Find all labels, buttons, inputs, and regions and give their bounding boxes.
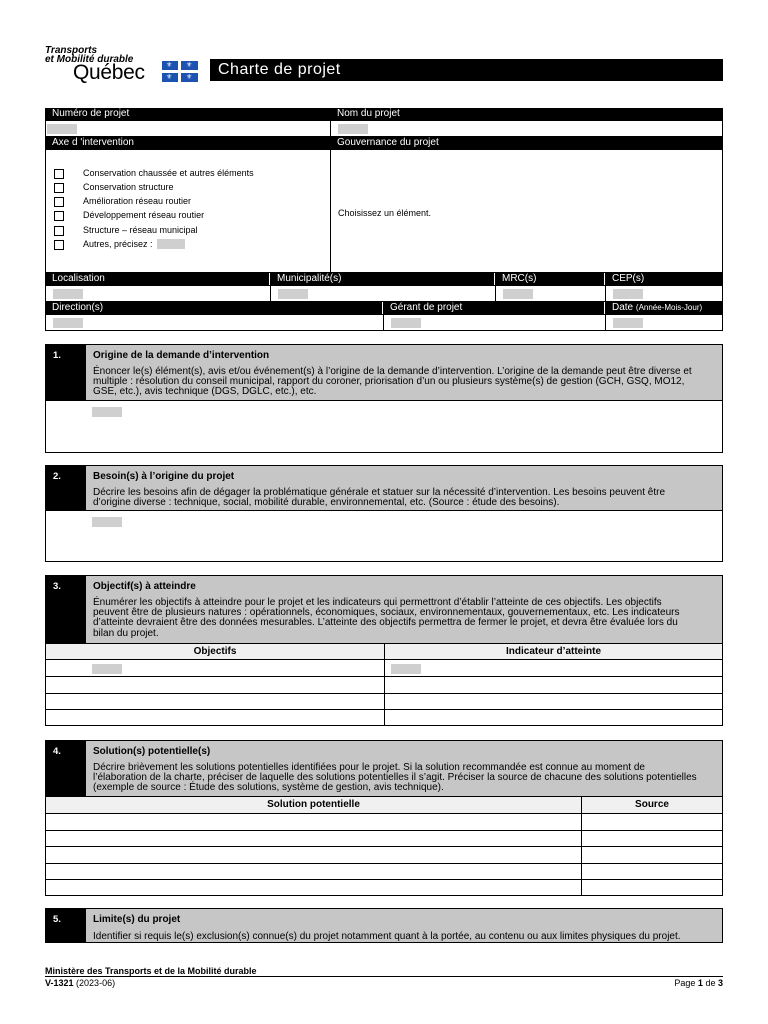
table-row <box>45 864 582 880</box>
nom-projet-label: Nom du projet <box>330 108 723 120</box>
table-row <box>581 864 723 880</box>
solution-column-header: Solution potentielle <box>45 796 582 814</box>
source-column-header: Source <box>581 796 723 814</box>
section-desc-line: Énumérer les objectifs à atteindre pour le projet et les indicateurs qui permettront d’établir l’atteinte de ces objectifs. Les objectifs <box>93 597 662 608</box>
logo-text-quebec: Québec <box>73 61 145 84</box>
date-label-bar <box>605 302 723 314</box>
table-row <box>45 880 582 896</box>
section-desc-line: bilan du projet. <box>93 627 159 639</box>
section-title: Origine de la demande d’intervention <box>93 350 270 361</box>
indicateur-field[interactable] <box>391 664 421 674</box>
section-5-header <box>86 908 723 943</box>
section-title: Limite(s) du projet <box>93 914 181 925</box>
localisation-field[interactable] <box>53 289 83 299</box>
nom-projet-field[interactable] <box>338 124 368 134</box>
cep-field[interactable] <box>613 289 643 299</box>
axe-checkbox-6[interactable] <box>54 240 64 250</box>
section-1-response <box>45 400 723 453</box>
section-number: 3. <box>45 575 86 643</box>
section-desc-line: multiple : résolution du conseil municipal, rapport du coroner, priorisation d’un ou plusieurs système(s) de gestion (GCH, GSQ, MO12, <box>93 376 685 388</box>
axe-checkbox-2[interactable] <box>54 183 64 193</box>
section-desc <box>93 763 718 794</box>
axe-option-label: Autres, précisez : <box>83 239 153 249</box>
date-hint: (Année-Mois-Jour) <box>635 303 703 312</box>
section-desc-line: l’élaboration de la charte, préciser de laquelle des solutions potentielles il s’agit. Préciser la source de chacune des solutions potentielles <box>93 772 697 784</box>
numero-projet-field[interactable] <box>47 124 77 134</box>
section-title: Objectif(s) à atteindre <box>93 581 196 592</box>
indicateur-column-header: Indicateur d’atteinte <box>384 643 723 660</box>
axe-option-label: Conservation chaussée et autres éléments <box>83 168 254 178</box>
form-date: (2023-06) <box>76 978 116 988</box>
localisation-label: Localisation <box>45 273 269 285</box>
table-row <box>45 677 385 694</box>
page-title: Charte de projet <box>210 59 723 81</box>
table-row <box>384 710 723 726</box>
section-desc <box>93 488 718 508</box>
section-desc <box>93 932 718 942</box>
axe-checkbox-5[interactable] <box>54 226 64 236</box>
section-number: 5. <box>45 908 86 943</box>
mrc-label: MRC(s) <box>495 273 604 285</box>
section-desc-line: (exemple de source : Étude des solutions, système de gestion, avis technique). <box>93 782 444 794</box>
page-word: Page <box>674 978 696 988</box>
logo-text-mobilite: et Mobilité durable <box>45 54 134 65</box>
section-desc-line: Énoncer le(s) élément(s), avis et/ou événement(s) à l’origine de la demande d’intervention. L’origine de la demande peut être diverse et <box>93 366 692 377</box>
section-desc-line: Décrire les besoins afin de dégager la problématique générale et statuer sur la nécessité d’intervention. Les besoins peuvent être <box>93 487 666 498</box>
section-desc-line: Identifier si requis le(s) exclusion(s) connue(s) du projet notamment quant à la portée, au contenu ou aux limites physiques du projet. <box>93 931 681 942</box>
date-field[interactable] <box>613 318 643 328</box>
section-title: Solution(s) potentielle(s) <box>93 746 211 757</box>
section-3-header <box>86 575 723 643</box>
table-row <box>581 814 723 831</box>
section-desc <box>93 598 718 639</box>
page-total: 3 <box>717 978 723 988</box>
footer-ministry: Ministère des Transports et de la Mobilité durable <box>45 966 257 976</box>
section-2-field[interactable] <box>92 517 122 527</box>
axe-checkbox-1[interactable] <box>54 169 64 179</box>
autres-precisez-field[interactable] <box>157 239 185 249</box>
quebec-flag-icon: ⚜ ⚜ ⚜ ⚜ <box>162 61 198 82</box>
table-row <box>45 831 582 847</box>
direction-cell <box>45 314 384 331</box>
section-desc-line: Décrire brièvement les solutions potentielles identifiées pour le projet. Si la solution recommandée est connue au moment de <box>93 762 645 773</box>
footer-page-number <box>674 978 723 988</box>
municipalite-field[interactable] <box>278 289 308 299</box>
form-code: V-1321 <box>45 978 74 988</box>
table-row <box>384 660 723 677</box>
objectifs-column-header: Objectifs <box>45 643 385 660</box>
section-desc-line: d’origine diverse : technique, social, mobilité durable, environnemental, etc. (Source : étude des besoins). <box>93 497 560 509</box>
axe-option-label: Développement réseau routier <box>83 210 205 220</box>
table-row <box>45 847 582 864</box>
section-2-response <box>45 510 723 562</box>
logo-text-transports: Transports <box>45 45 98 56</box>
table-row <box>384 694 723 710</box>
section-4-header <box>86 740 723 796</box>
gouvernance-dropdown[interactable]: Choisissez un élément. <box>338 208 432 218</box>
direction-label: Direction(s) <box>45 302 382 314</box>
section-1-header <box>86 344 723 401</box>
axe-option-label: Amélioration réseau routier <box>83 196 192 206</box>
section-desc <box>93 367 718 398</box>
numero-projet-cell <box>45 120 331 137</box>
table-row <box>45 814 582 831</box>
table-row <box>45 710 385 726</box>
mrc-field[interactable] <box>503 289 533 299</box>
table-row <box>581 831 723 847</box>
gerant-field[interactable] <box>391 318 421 328</box>
axe-option-label: Conservation structure <box>83 182 174 192</box>
gouvernance-label: Gouvernance du projet <box>330 137 723 149</box>
section-1-field[interactable] <box>92 407 122 417</box>
nom-projet-cell <box>330 120 723 137</box>
date-label: Date <box>612 302 634 313</box>
page-of: de <box>705 978 716 988</box>
table-row <box>384 677 723 694</box>
section-title: Besoin(s) à l’origine du projet <box>93 471 235 482</box>
direction-field[interactable] <box>53 318 83 328</box>
section-desc-line: peuvent être de plusieurs natures : opérationnels, économiques, sociaux, environnementaux, gouvernementaux, etc. Les indicateurs <box>93 607 680 619</box>
section-2-header <box>86 465 723 511</box>
section-number: 1. <box>45 344 86 401</box>
section-desc-line: d’atteinte devraient être des données mesurables. L’atteinte des objectifs permettra de fermer le projet, et devra être évaluée lors du <box>93 617 678 629</box>
axe-checkbox-3[interactable] <box>54 197 64 207</box>
table-row <box>581 880 723 896</box>
page-current: 1 <box>697 978 703 988</box>
footer-divider <box>45 976 723 977</box>
section-desc-line: GSE, etc.), avis technique (DGS, DGLC, etc.), etc. <box>93 386 317 398</box>
objectif-field[interactable] <box>92 664 122 674</box>
municipalite-label: Municipalité(s) <box>270 273 494 285</box>
numero-projet-label: Numéro de projet <box>45 108 330 120</box>
gerant-label: Gérant de projet <box>383 302 604 314</box>
cep-label: CEP(s) <box>605 273 723 285</box>
section-number: 2. <box>45 465 86 511</box>
axe-option-label: Structure – réseau municipal <box>83 225 198 235</box>
axe-checkbox-4[interactable] <box>54 211 64 221</box>
table-row <box>45 694 385 710</box>
axe-intervention-label: Axe d 'intervention <box>45 137 330 149</box>
table-row <box>581 847 723 864</box>
section-number: 4. <box>45 740 86 796</box>
footer-form-id <box>45 978 115 988</box>
